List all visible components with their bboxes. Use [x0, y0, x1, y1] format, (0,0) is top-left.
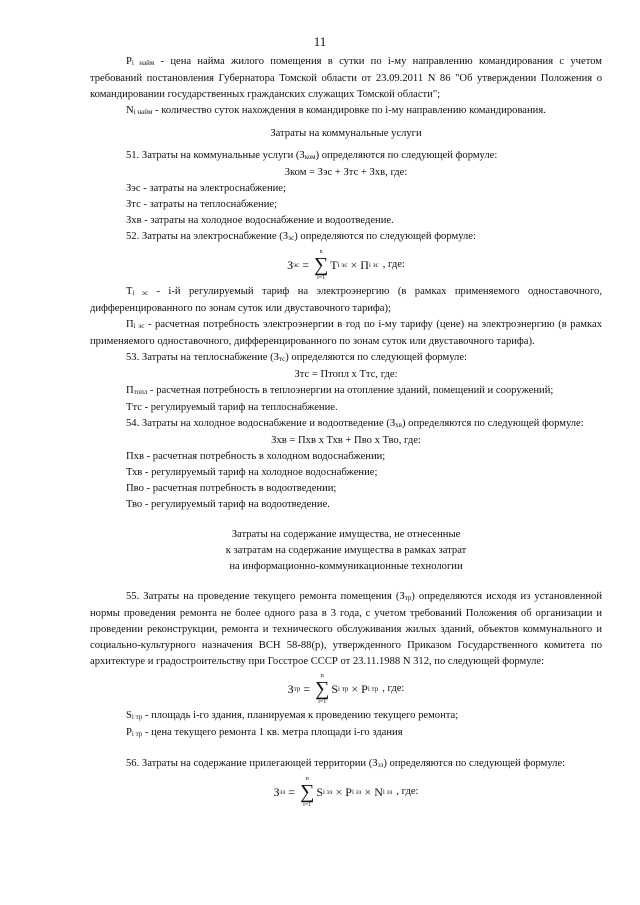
section-heading-property-1: Затраты на содержание имущества, не отнесенные: [231, 529, 461, 540]
formula-55: З тр = n ∑ i=1 S i тр × P i тр , где:: [287, 673, 405, 705]
definition-54-2: Тхв - регулируемый тариф на холодное водоснабжение;: [126, 467, 378, 478]
definition-51-3: Зхв - затраты на холодное водоснабжение и водоотведение.: [126, 215, 394, 226]
definition-51-2: Зтс - затраты на теплоснабжение;: [126, 199, 278, 210]
paragraph-52: 52. Затраты на электроснабжение (Зэс) определяются по следующей формуле:: [126, 231, 476, 242]
definition-53-1: Птопл - расчетная потребность в теплоэнергии на отопление зданий, помещений и сооружений;: [126, 385, 554, 396]
definition-54-4: Тво - регулируемый тариф на водоотведение.: [126, 499, 330, 510]
sum-sign: n ∑ i=1: [314, 249, 329, 281]
section-heading-property-2: к затратам на содержание имущества в рамках затрат: [225, 545, 467, 556]
document-body: [90, 54, 602, 811]
paragraph-55: 55. Затраты на проведение текущего ремонта помещения (Зтр) определяются исходя из установленной нормы проведения ремонта не более одного раза в 3 года, с учетом требований Положения об организации и проведении реконструкции, ремонта и технического обслуживания жилых зданий, объектов коммунального и социально-культурного назначения ВСН 58-88(р), утвержденного Приказом Государственного комитета по архитектуре и градостроительству при Госстрое СССР от 23.11.1988 N 312, по следующей формуле:: [90, 591, 602, 667]
definition-55-1: Si тр - площадь i-го здания, планируемая к проведению текущего ремонта;: [126, 710, 459, 721]
paragraph-56: 56. Затраты на содержание прилегающей территории (Зэз) определяются по следующей формуле:: [126, 758, 566, 769]
sum-sign: n ∑ i=1: [300, 776, 315, 808]
definition-53-2: Ттс - регулируемый тариф на теплоснабжение.: [126, 402, 338, 413]
formula-53: Зтс = Птопл x Ттс, где:: [294, 369, 398, 380]
definition-n-naim: Ni найм - количество суток нахождения в командировке по i-му направлению командирования.: [126, 105, 546, 116]
formula-54: Зхв = Пхв x Тхв + Пво x Тво, где:: [271, 435, 421, 446]
page-number: 11: [313, 34, 327, 49]
paragraph-51: 51. Затраты на коммунальные услуги (Зком) определяются по следующей формуле:: [126, 150, 498, 161]
paragraph-54: 54. Затраты на холодное водоснабжение и водоотведение (Зхв) определяются по следующей формуле:: [126, 418, 584, 429]
definition-52-1: Ti эс - i-й регулируемый тариф на электроэнергию (в рамках применяемого одноставочного, дифференцированного по зонам суток или двуставочного тарифа);: [90, 286, 602, 314]
definition-51-1: Зэс - затраты на электроснабжение;: [126, 183, 286, 194]
definition-55-2: Pi тр - цена текущего ремонта 1 кв. метра площади i-го здания: [126, 727, 403, 738]
formula-52: З эс = n ∑ i=1 T i эс × П i эс , где:: [287, 249, 405, 281]
definition-p-naim: Pi найм - цена найма жилого помещения в сутки по i-му направлению командирования с учетом требований постановления Губернатора Томской области от 23.09.2011 N 86 "Об утверждении Положения о командировании государственных гражданских служащих Томской области";: [90, 56, 602, 100]
definition-54-1: Пхв - расчетная потребность в холодном водоснабжении;: [126, 451, 386, 462]
definition-52-2: Пi эс - расчетная потребность электроэнергии в год по i-му тарифу (цене) на электроэнергию (в рамках применяемого одноставочного, дифференцированного по зонам суток или двуставочного тарифа).: [90, 319, 602, 347]
definition-54-3: Пво - расчетная потребность в водоотведении;: [126, 483, 337, 494]
section-heading-property-3: на информационно-коммуникационные технологии: [229, 561, 463, 572]
formula-51: Зком = Зэс + Зтс + Зхв, где:: [284, 167, 408, 178]
formula-56: З эз = n ∑ i=1 S i эз × P i эз × N i эз , где:: [273, 776, 419, 808]
paragraph-53: 53. Затраты на теплоснабжение (Зтс) определяются по следующей формуле:: [126, 352, 467, 363]
section-heading-utilities: Затраты на коммунальные услуги: [270, 128, 422, 139]
sum-sign: n ∑ i=1: [315, 673, 330, 705]
